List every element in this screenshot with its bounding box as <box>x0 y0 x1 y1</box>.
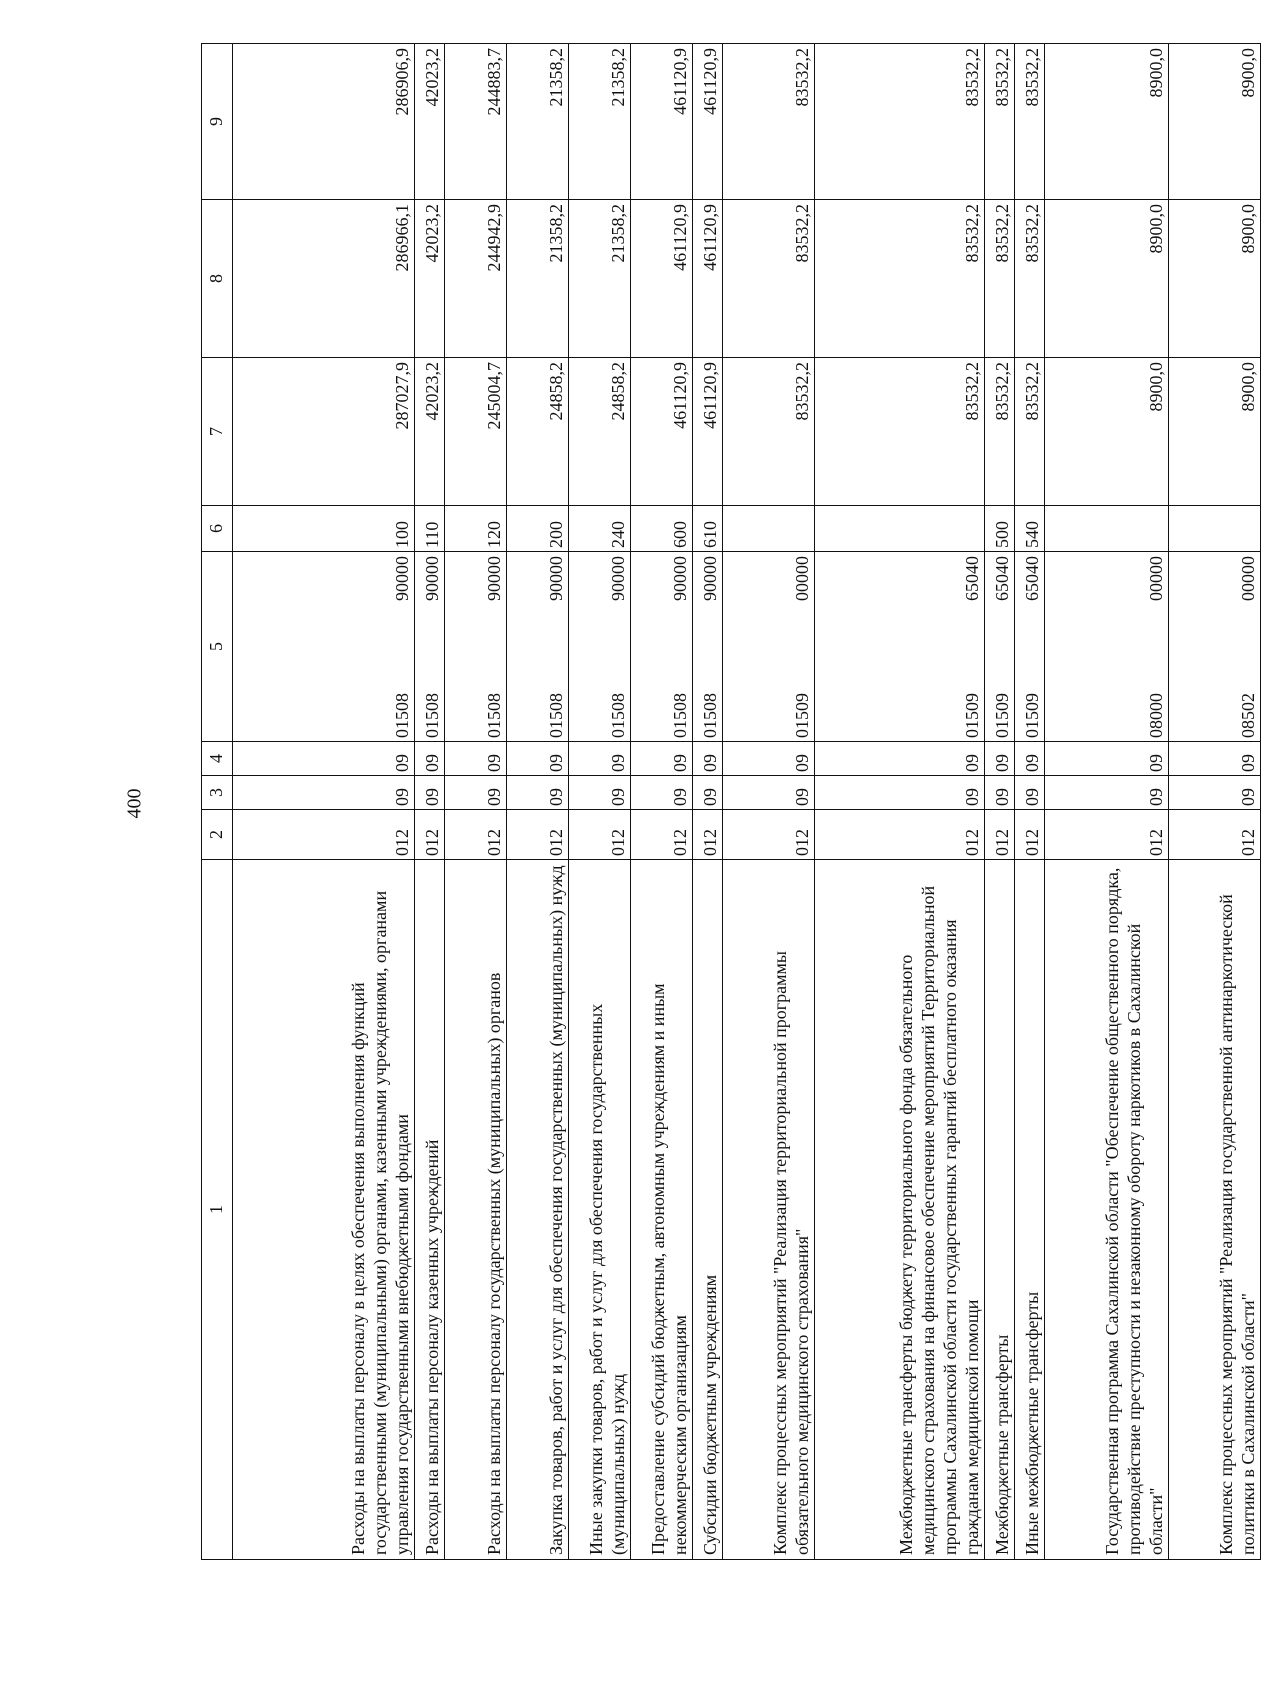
row-amount-year-2: 8900,0 <box>1045 200 1169 358</box>
row-direction-code: 00000 <box>1146 556 1167 601</box>
row-name: Государственная программа Сахалинской области "Обеспечение общественного порядка, противодействие преступности и незаконному обороту наркотиков в Сахалинской области" <box>1045 860 1169 1560</box>
row-subsection: 09 <box>507 742 569 776</box>
row-amount-year-2: 461120,9 <box>631 200 693 358</box>
row-target-article <box>569 552 631 742</box>
row-admin-code: 012 <box>445 810 507 860</box>
table-row <box>445 44 507 1560</box>
row-section: 09 <box>693 776 723 810</box>
row-admin-code: 012 <box>507 810 569 860</box>
row-amount-year-3: 244883,7 <box>445 44 507 200</box>
row-amount-year-1: 24858,2 <box>569 358 631 506</box>
row-name: Межбюджетные трансферты <box>985 860 1015 1560</box>
row-amount-year-2: 83532,2 <box>723 200 815 358</box>
row-section: 09 <box>1045 776 1169 810</box>
row-admin-code: 012 <box>415 810 445 860</box>
row-subsection: 09 <box>415 742 445 776</box>
row-program-code: 01509 <box>1022 693 1043 738</box>
target-article-parts <box>700 556 722 738</box>
row-direction-code: 90000 <box>670 556 691 601</box>
row-expense-type: 600 <box>631 506 693 552</box>
row-section: 09 <box>415 776 445 810</box>
row-program-code: 01509 <box>792 693 813 738</box>
row-amount-year-2: 83532,2 <box>815 200 985 358</box>
row-target-article <box>507 552 569 742</box>
header-col-9: 9 <box>202 44 233 200</box>
row-target-article <box>631 552 693 742</box>
table-row <box>415 44 445 1560</box>
row-target-article <box>723 552 815 742</box>
row-target-article <box>445 552 507 742</box>
row-subsection: 09 <box>693 742 723 776</box>
row-amount-year-1: 83532,2 <box>723 358 815 506</box>
table-row <box>985 44 1015 1560</box>
row-admin-code: 012 <box>233 810 415 860</box>
row-program-code: 01509 <box>962 693 983 738</box>
row-program-code: 08000 <box>1146 693 1167 738</box>
row-subsection: 09 <box>1045 742 1169 776</box>
row-expense-type <box>723 506 815 552</box>
header-col-7: 7 <box>202 358 233 506</box>
row-name: Комплекс процессных мероприятий "Реализация территориальной программы обязательного медицинского страхования" <box>723 860 815 1560</box>
table-row <box>723 44 815 1560</box>
row-name: Иные межбюджетные трансферты <box>1015 860 1045 1560</box>
row-direction-code: 90000 <box>700 556 721 601</box>
row-subsection: 09 <box>985 742 1015 776</box>
row-name: Предоставление субсидий бюджетным, автономным учреждениям и иным некоммерческим организациям <box>631 860 693 1560</box>
row-admin-code: 012 <box>569 810 631 860</box>
table-row <box>1045 44 1169 1560</box>
row-amount-year-2: 21358,2 <box>507 200 569 358</box>
row-program-code: 01509 <box>992 693 1013 738</box>
row-subsection: 09 <box>1169 742 1261 776</box>
row-section: 09 <box>1015 776 1045 810</box>
row-amount-year-1: 83532,2 <box>985 358 1015 506</box>
page-number: 400 <box>123 788 146 819</box>
row-amount-year-2: 244942,9 <box>445 200 507 358</box>
row-amount-year-2: 461120,9 <box>693 200 723 358</box>
row-target-article <box>1015 552 1045 742</box>
row-program-code: 01508 <box>392 693 413 738</box>
target-article-parts <box>670 556 692 738</box>
row-direction-code: 90000 <box>392 556 413 601</box>
row-section: 09 <box>985 776 1015 810</box>
row-target-article <box>815 552 985 742</box>
row-amount-year-3: 21358,2 <box>569 44 631 200</box>
row-section: 09 <box>723 776 815 810</box>
row-subsection: 09 <box>445 742 507 776</box>
row-amount-year-1: 8900,0 <box>1169 358 1261 506</box>
row-amount-year-2: 286966,1 <box>233 200 415 358</box>
table-row <box>507 44 569 1560</box>
table-body <box>233 44 1261 1560</box>
header-col-3: 3 <box>202 776 233 810</box>
row-section: 09 <box>631 776 693 810</box>
row-target-article <box>1169 552 1261 742</box>
row-admin-code: 012 <box>1045 810 1169 860</box>
row-program-code: 01508 <box>546 693 567 738</box>
table-row <box>569 44 631 1560</box>
target-article-parts <box>1022 556 1044 738</box>
row-section: 09 <box>815 776 985 810</box>
table-row <box>1169 44 1261 1560</box>
row-expense-type: 610 <box>693 506 723 552</box>
header-col-8: 8 <box>202 200 233 358</box>
row-subsection: 09 <box>723 742 815 776</box>
row-subsection: 09 <box>233 742 415 776</box>
row-direction-code: 90000 <box>422 556 443 601</box>
row-direction-code: 65040 <box>962 556 983 601</box>
target-article-parts <box>546 556 568 738</box>
row-name: Иные закупки товаров, работ и услуг для обеспечения государственных (муниципальных) нужд <box>569 860 631 1560</box>
row-amount-year-1: 245004,7 <box>445 358 507 506</box>
target-article-parts <box>422 556 444 738</box>
row-amount-year-1: 461120,9 <box>693 358 723 506</box>
row-amount-year-1: 83532,2 <box>815 358 985 506</box>
target-article-parts <box>484 556 506 738</box>
row-expense-type: 240 <box>569 506 631 552</box>
row-program-code: 01508 <box>670 693 691 738</box>
row-name: Расходы на выплаты персоналу государственных (муниципальных) органов <box>445 860 507 1560</box>
header-col-5: 5 <box>202 552 233 742</box>
row-target-article <box>1045 552 1169 742</box>
row-amount-year-3: 461120,9 <box>631 44 693 200</box>
row-name: Расходы на выплаты персоналу казенных учреждений <box>415 860 445 1560</box>
row-amount-year-3: 83532,2 <box>723 44 815 200</box>
row-program-code: 01508 <box>484 693 505 738</box>
row-admin-code: 012 <box>815 810 985 860</box>
row-amount-year-1: 287027,9 <box>233 358 415 506</box>
row-amount-year-3: 83532,2 <box>1015 44 1045 200</box>
row-admin-code: 012 <box>723 810 815 860</box>
row-admin-code: 012 <box>985 810 1015 860</box>
row-program-code: 01508 <box>422 693 443 738</box>
row-direction-code: 90000 <box>484 556 505 601</box>
row-section: 09 <box>445 776 507 810</box>
row-name: Закупка товаров, работ и услуг для обеспечения государственных (муниципальных) нужд <box>507 860 569 1560</box>
target-article-parts <box>962 556 984 738</box>
row-subsection: 09 <box>631 742 693 776</box>
row-amount-year-3: 461120,9 <box>693 44 723 200</box>
budget-table <box>201 43 1261 1560</box>
budget-table-container <box>201 44 1259 1560</box>
row-expense-type: 110 <box>415 506 445 552</box>
row-name: Комплекс процессных мероприятий "Реализация государственной антинаркотической политики в Сахалинской области" <box>1169 860 1261 1560</box>
row-name: Межбюджетные трансферты бюджету территориального фонда обязательного медицинского страхования на финансовое обеспечение мероприятий Территориальной программы Сахалинской области государственных гарантий бесплатного оказания гражданам медицинской помощи <box>815 860 985 1560</box>
row-amount-year-2: 8900,0 <box>1169 200 1261 358</box>
target-article-parts <box>608 556 630 738</box>
row-expense-type <box>1045 506 1169 552</box>
row-amount-year-2: 83532,2 <box>985 200 1015 358</box>
row-expense-type: 100 <box>233 506 415 552</box>
row-subsection: 09 <box>569 742 631 776</box>
row-amount-year-1: 83532,2 <box>1015 358 1045 506</box>
row-section: 09 <box>569 776 631 810</box>
row-amount-year-3: 8900,0 <box>1045 44 1169 200</box>
row-amount-year-1: 461120,9 <box>631 358 693 506</box>
row-target-article <box>415 552 445 742</box>
row-direction-code: 00000 <box>792 556 813 601</box>
row-expense-type: 200 <box>507 506 569 552</box>
target-article-parts <box>1146 556 1168 738</box>
row-expense-type <box>815 506 985 552</box>
row-expense-type: 540 <box>1015 506 1045 552</box>
target-article-parts <box>392 556 414 738</box>
header-row <box>202 44 233 1560</box>
target-article-parts <box>1238 556 1260 738</box>
row-amount-year-3: 21358,2 <box>507 44 569 200</box>
row-amount-year-2: 42023,2 <box>415 200 445 358</box>
row-amount-year-3: 286906,9 <box>233 44 415 200</box>
row-amount-year-1: 24858,2 <box>507 358 569 506</box>
row-admin-code: 012 <box>1169 810 1261 860</box>
row-amount-year-3: 83532,2 <box>985 44 1015 200</box>
row-program-code: 08502 <box>1238 693 1259 738</box>
header-col-6: 6 <box>202 506 233 552</box>
header-col-1: 1 <box>202 860 233 1560</box>
target-article-parts <box>992 556 1014 738</box>
row-program-code: 01508 <box>608 693 629 738</box>
row-program-code: 01508 <box>700 693 721 738</box>
row-target-article <box>233 552 415 742</box>
row-direction-code: 90000 <box>546 556 567 601</box>
row-direction-code: 65040 <box>992 556 1013 601</box>
row-expense-type <box>1169 506 1261 552</box>
row-amount-year-2: 83532,2 <box>1015 200 1045 358</box>
row-expense-type: 120 <box>445 506 507 552</box>
target-article-parts <box>792 556 814 738</box>
row-name: Расходы на выплаты персоналу в целях обеспечения выполнения функций государственными (муниципальными) органами, казенными учреждениями, органами управления государственными внебюджетными фондами <box>233 860 415 1560</box>
header-col-2: 2 <box>202 810 233 860</box>
row-subsection: 09 <box>1015 742 1045 776</box>
table-header <box>202 44 233 1560</box>
header-col-4: 4 <box>202 742 233 776</box>
row-target-article <box>985 552 1015 742</box>
table-row <box>815 44 985 1560</box>
table-row <box>1015 44 1045 1560</box>
row-admin-code: 012 <box>1015 810 1045 860</box>
row-amount-year-3: 42023,2 <box>415 44 445 200</box>
row-admin-code: 012 <box>693 810 723 860</box>
row-expense-type: 500 <box>985 506 1015 552</box>
row-section: 09 <box>507 776 569 810</box>
table-row <box>693 44 723 1560</box>
row-amount-year-1: 8900,0 <box>1045 358 1169 506</box>
row-section: 09 <box>1169 776 1261 810</box>
row-section: 09 <box>233 776 415 810</box>
row-amount-year-1: 42023,2 <box>415 358 445 506</box>
row-amount-year-3: 8900,0 <box>1169 44 1261 200</box>
row-target-article <box>693 552 723 742</box>
row-admin-code: 012 <box>631 810 693 860</box>
row-direction-code: 90000 <box>608 556 629 601</box>
row-amount-year-3: 83532,2 <box>815 44 985 200</box>
table-row <box>233 44 415 1560</box>
row-direction-code: 65040 <box>1022 556 1043 601</box>
row-amount-year-2: 21358,2 <box>569 200 631 358</box>
row-subsection: 09 <box>815 742 985 776</box>
row-direction-code: 00000 <box>1238 556 1259 601</box>
row-name: Субсидии бюджетным учреждениям <box>693 860 723 1560</box>
table-row <box>631 44 693 1560</box>
